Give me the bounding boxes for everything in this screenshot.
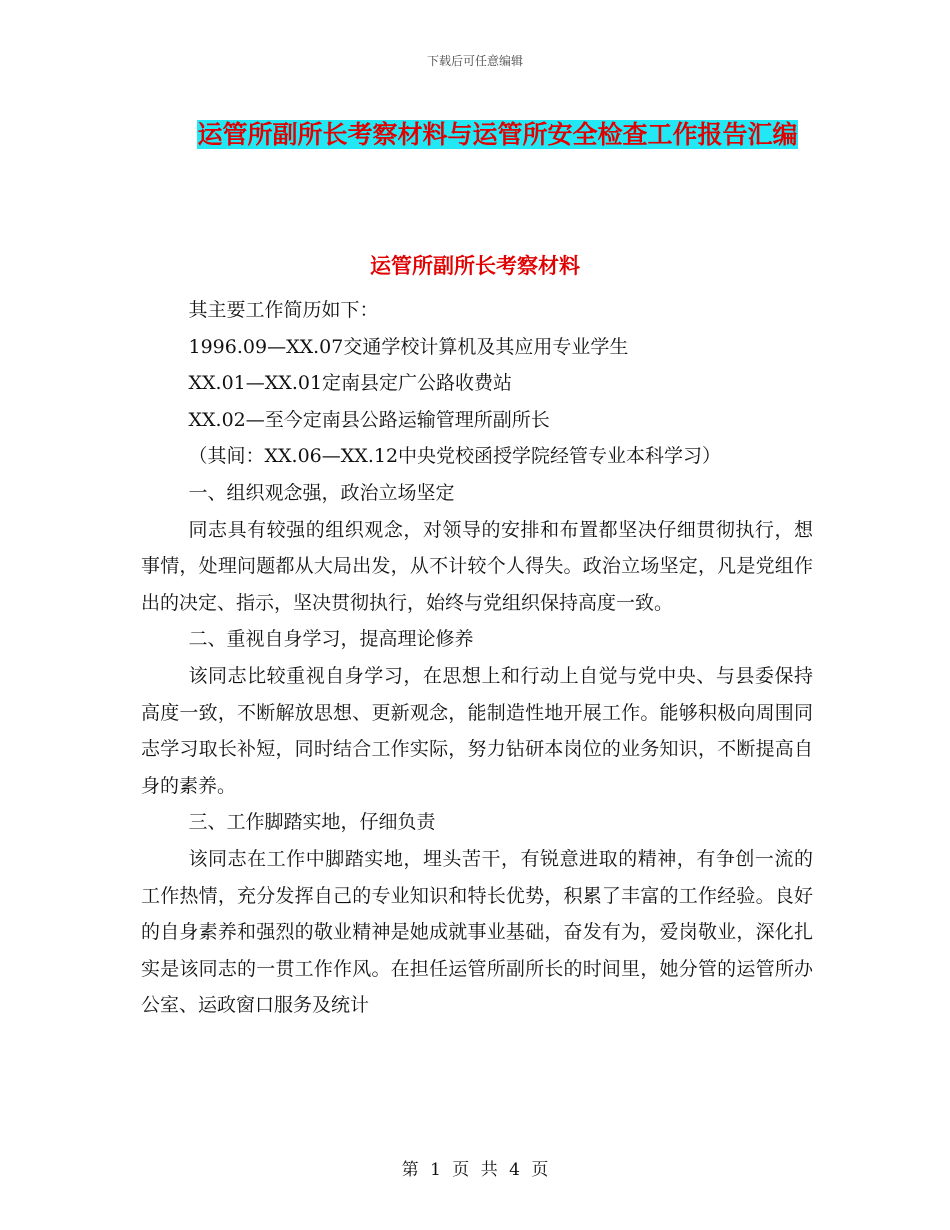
paragraph: XX.02—至今定南县公路运输管理所副所长	[188, 408, 550, 431]
paragraph: 同志具有较强的组织观念，对领导的安排和布置都坚决仔细贯彻执行，想事情，处理问题都从大局出发，从不计较个人得失。政治立场坚定，凡是党组作出的决定、指示，坚决贯彻执行，始终与党组织保持高度一致。	[141, 518, 813, 614]
document-body	[141, 292, 813, 1024]
document-title-text: 运管所副所长考察材料与运管所安全检查工作报告汇编	[197, 120, 798, 149]
paragraph: 该同志比较重视自身学习，在思想上和行动上自觉与党中央、与县委保持高度一致，不断解放思想、更新观念，能制造性地开展工作。能够积极向周围同志学习取长补短，同时结合工作实际，努力钻研本岗位的业务知识，不断提高自身的素养。	[141, 664, 813, 797]
paragraph: 其主要工作简历如下：	[188, 299, 379, 321]
paragraph: XX.01—XX.01定南县定广公路收费站	[188, 372, 513, 395]
paragraph: 该同志在工作中脚踏实地，埋头苦干，有锐意进取的精神，有争创一流的工作热情，充分发挥自己的专业知识和特长优势，积累了丰富的工作经验。良好的自身素养和强烈的敬业精神是她成就事业基础，奋发有为，爱岗敬业，深化扎实是该同志的一贯工作作风。在担任运管所副所长的时间里，她分管的运管所办公室、运政窗口服务及统计	[141, 847, 813, 1017]
paragraph: 1996.09—XX.07交通学校计算机及其应用专业学生	[188, 335, 629, 358]
page-header-note: 下载后可任意编辑	[426, 54, 523, 68]
section-heading: 三、工作脚踏实地，仔细负责	[188, 811, 436, 834]
page-number: 第 1 页 共 4 页	[401, 1160, 549, 1180]
section-heading: 一、组织观念强，政治立场坚定	[188, 481, 455, 504]
paragraph: （其间：XX.06—XX.12中央党校函授学院经管专业本科学习）	[188, 445, 722, 468]
document-title	[190, 112, 805, 158]
section-heading: 二、重视自身学习，提高理论修养	[188, 628, 474, 651]
section-title: 运管所副所长考察材料	[370, 254, 580, 278]
